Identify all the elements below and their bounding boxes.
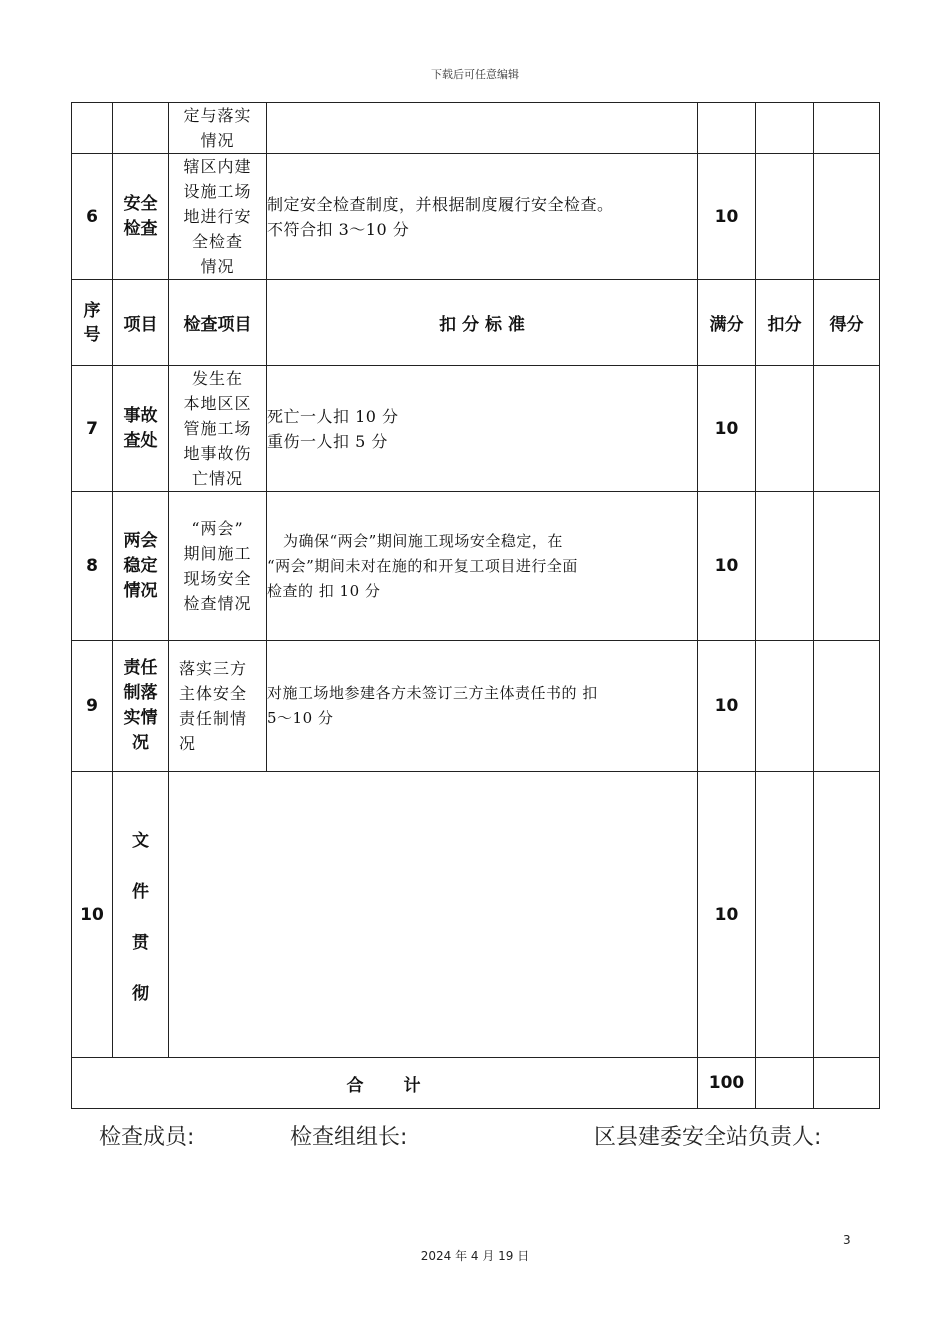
row-deduct-cell[interactable] <box>756 366 814 492</box>
signature-leader: 检查组组长: <box>290 1125 408 1150</box>
row-no: 7 <box>72 366 113 492</box>
row-check-item: 落实三方 主体安全 责任制情 况 <box>169 641 267 772</box>
row-no: 10 <box>72 772 113 1058</box>
header-item: 项目 <box>113 280 169 366</box>
page-number: 3 <box>843 1233 851 1247</box>
row-deduct-cell[interactable] <box>756 641 814 772</box>
row-item: 事故 查处 <box>113 366 169 492</box>
inspection-score-table <box>71 102 880 1109</box>
cont-standard-cell <box>267 103 698 154</box>
table-row-10 <box>72 772 880 1058</box>
header-note: 下载后可任意编辑 <box>431 68 519 81</box>
row-blank-merged-cell[interactable] <box>169 772 698 1058</box>
table-total-row <box>72 1058 880 1109</box>
header-score: 得分 <box>814 280 880 366</box>
signature-members: 检查成员: <box>99 1125 195 1150</box>
row-deduct-cell[interactable] <box>756 772 814 1058</box>
row-check-item: “两会” 期间施工 现场安全 检查情况 <box>169 492 267 641</box>
header-check-item: 检查项目 <box>169 280 267 366</box>
row-no: 6 <box>72 154 113 280</box>
cont-score-cell <box>814 103 880 154</box>
cont-item-cell <box>113 103 169 154</box>
cont-deduct-cell <box>756 103 814 154</box>
row-standard: 死亡一人扣 10 分 重伤一人扣 5 分 <box>267 366 698 492</box>
row-full-score: 10 <box>698 366 756 492</box>
cont-check-cell: 定与落实 情况 <box>169 103 267 154</box>
row-item: 两会 稳定 情况 <box>113 492 169 641</box>
total-label: 合 计 <box>72 1058 698 1109</box>
cont-full-cell <box>698 103 756 154</box>
total-score-cell[interactable] <box>814 1058 880 1109</box>
table-row-7 <box>72 366 880 492</box>
row-full-score: 10 <box>698 772 756 1058</box>
row-no: 8 <box>72 492 113 641</box>
row-deduct-cell[interactable] <box>756 154 814 280</box>
row-full-score: 10 <box>698 154 756 280</box>
total-deduct-cell[interactable] <box>756 1058 814 1109</box>
row-check-item: 发生在 本地区区 管施工场 地事故伤 亡情况 <box>169 366 267 492</box>
row-standard: 制定安全检查制度，并根据制度履行安全检查。 不符合扣 3～10 分 <box>267 154 698 280</box>
signature-row <box>0 1120 950 1150</box>
row-score-cell[interactable] <box>814 772 880 1058</box>
table-header-row <box>72 280 880 366</box>
row-no: 9 <box>72 641 113 772</box>
table-row-continued <box>72 103 880 154</box>
signature-station: 区县建委安全站负责人: <box>594 1125 822 1150</box>
total-full-score: 100 <box>698 1058 756 1109</box>
footer-date: 2024 年 4 月 19 日 <box>420 1249 530 1263</box>
row-item <box>113 772 169 1058</box>
cont-no-cell <box>72 103 113 154</box>
row-item: 责任 制落 实情 况 <box>113 641 169 772</box>
row-full-score: 10 <box>698 641 756 772</box>
row-check-item: 辖区内建 设施工场 地进行安 全检查 情况 <box>169 154 267 280</box>
row-full-score: 10 <box>698 492 756 641</box>
header-full: 满分 <box>698 280 756 366</box>
row-score-cell[interactable] <box>814 641 880 772</box>
row-deduct-cell[interactable] <box>756 492 814 641</box>
row-score-cell[interactable] <box>814 492 880 641</box>
header-deduct: 扣分 <box>756 280 814 366</box>
header-standard: 扣 分 标 准 <box>267 280 698 366</box>
row-standard: 对施工场地参建各方未签订三方主体责任书的 扣 5～10 分 <box>267 641 698 772</box>
header-no: 序号 <box>72 280 113 366</box>
row-standard: 为确保“两会”期间施工现场安全稳定，在 “两会”期间未对在施的和开复工项目进行全面 检查的 扣 10 分 <box>267 492 698 641</box>
table-row-9 <box>72 641 880 772</box>
table-row-8 <box>72 492 880 641</box>
row-score-cell[interactable] <box>814 154 880 280</box>
vertical-item-text: 文 件 贯 彻 <box>132 830 149 1004</box>
table-row-6 <box>72 154 880 280</box>
row-item: 安全 检查 <box>113 154 169 280</box>
row-score-cell[interactable] <box>814 366 880 492</box>
